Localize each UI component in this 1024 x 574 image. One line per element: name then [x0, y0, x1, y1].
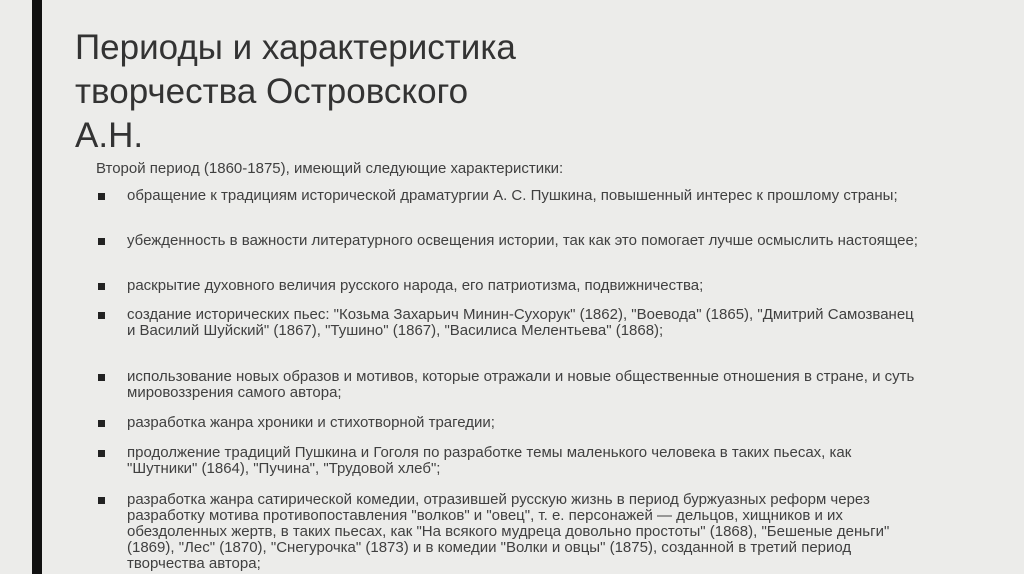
square-bullet-icon: [98, 312, 105, 319]
square-bullet-icon: [98, 193, 105, 200]
bullet-item: [96, 188, 924, 233]
intro-text: Второй период (1860-1875), имеющий следующие характеристики:: [96, 160, 564, 177]
square-bullet-icon: [98, 420, 105, 427]
bullet-text: использование новых образов и мотивов, которые отражали и новые общественные отношения в стране, и суть мировоззрения самого автора;: [127, 368, 915, 401]
bullet-item: [96, 307, 924, 369]
bullet-item: [96, 492, 924, 572]
square-bullet-icon: [98, 450, 105, 457]
bullet-item: [96, 369, 924, 415]
bullet-text: продолжение традиций Пушкина и Гоголя по разработке темы маленького человека в таких пьесах, как "Шутники" (1864), "Пучина", "Трудовой хлеб";: [127, 444, 852, 477]
bullet-item: [96, 233, 924, 278]
slide-title: Периоды и характеристика творчества Островского А.Н.: [75, 28, 516, 155]
bullet-text: разработка жанра сатирической комедии, отразившей русскую жизнь в период буржуазных реформ через разработку мотива противопоставления "волков" и "овец", т. е. персонажей — дельцов, хищников и их обездоленных жертв, в таких пьесах, как "На всякого мудреца довольно простоты" (1868), "Бешеные деньги" (1869), "Лес" (1870), "Снегурочка" (1873) и в комедии "Волки и овцы" (1875), созданной в третий период творчества автора;: [127, 491, 890, 572]
bullet-text: раскрытие духовного величия русского народа, его патриотизма, подвижничества;: [127, 277, 704, 294]
accent-bar: [32, 0, 42, 574]
bullet-item: [96, 445, 924, 492]
bullet-text: разработка жанра хроники и стихотворной трагедии;: [127, 414, 495, 431]
square-bullet-icon: [98, 374, 105, 381]
square-bullet-icon: [98, 497, 105, 504]
square-bullet-icon: [98, 238, 105, 245]
bullet-text: обращение к традициям исторической драматургии А. С. Пушкина, повышенный интерес к прошлому страны;: [127, 187, 898, 204]
bullet-item: [96, 415, 924, 445]
bullet-text: убежденность в важности литературного освещения истории, так как это помогает лучше осмыслить настоящее;: [127, 232, 918, 249]
bullet-item: [96, 278, 924, 307]
bullet-list: [96, 188, 924, 572]
bullet-text: создание исторических пьес: "Козьма Захарьич Минин-Сухорук" (1862), "Воевода" (1865), "Дмитрий Самозванец и Василий Шуйский" (1867), "Тушино" (1867), "Василиса Мелентьева" (1868);: [127, 306, 914, 339]
square-bullet-icon: [98, 283, 105, 290]
